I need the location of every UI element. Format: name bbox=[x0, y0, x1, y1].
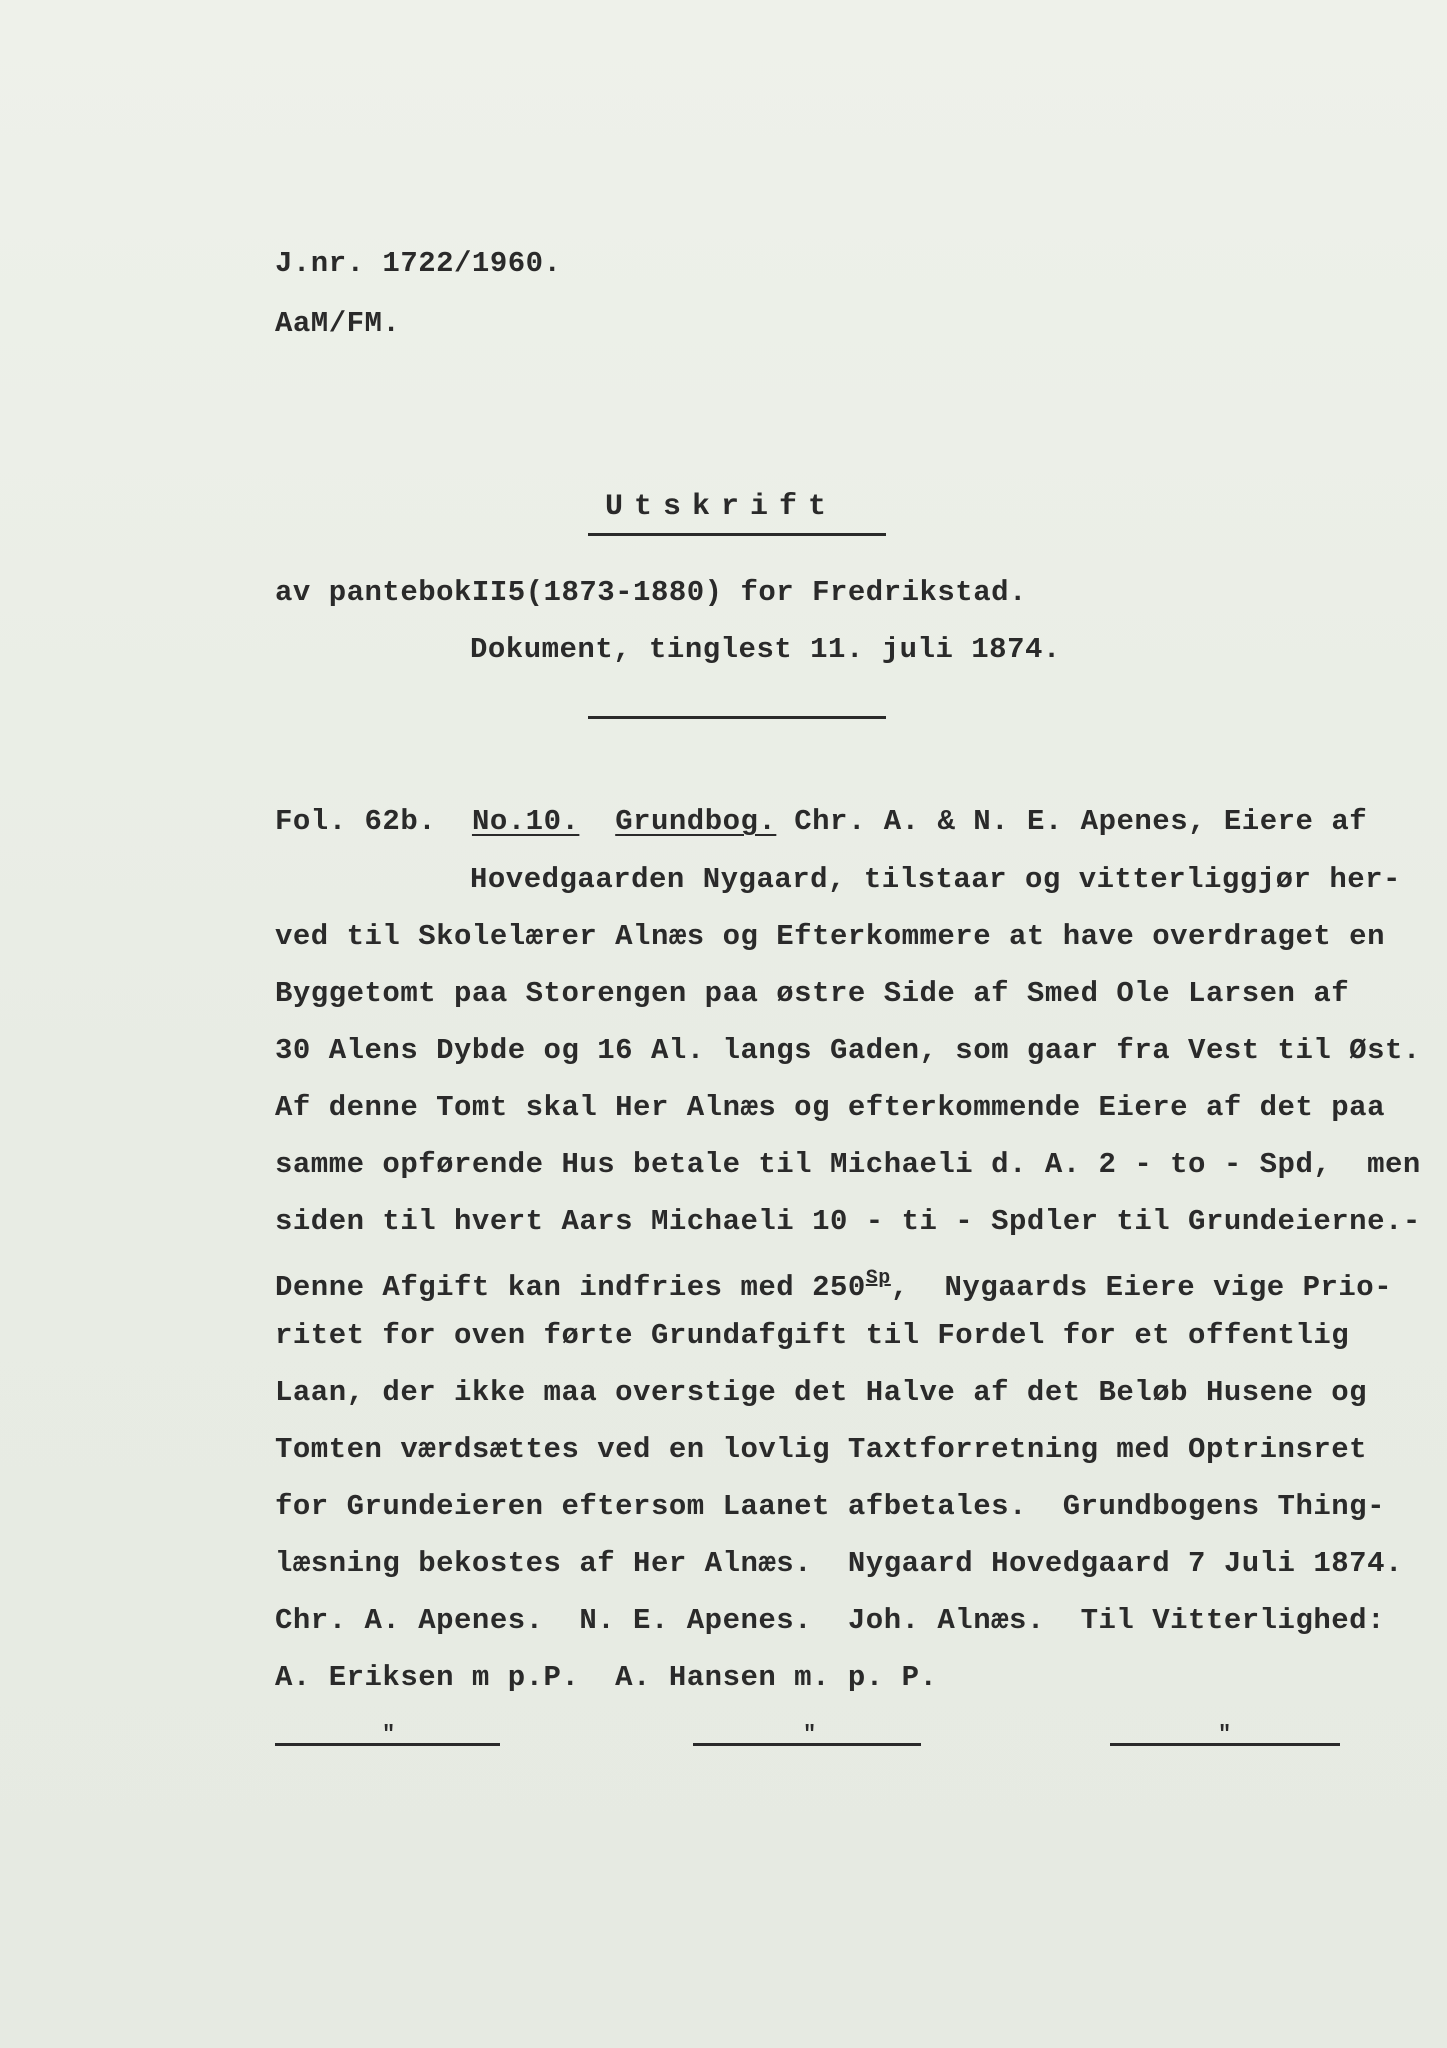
number-reference: No.10. bbox=[471, 805, 580, 838]
body-line: ritet for oven førte Grundafgift til Fordel for et offentlig bbox=[275, 1319, 1350, 1352]
body-line: siden til hvert Aars Michaeli 10 - ti - Spdler til Grundeierne.- bbox=[275, 1205, 1421, 1238]
ditto-mark-2: " bbox=[803, 1722, 817, 1747]
afgift-text-rest: , Nygaards Eiere vige Prio- bbox=[890, 1271, 1393, 1304]
ditto-mark-3: " bbox=[1218, 1722, 1232, 1747]
section-divider bbox=[588, 716, 886, 719]
body-line: Hovedgaarden Nygaard, tilstaar og vitterliggjør her- bbox=[470, 863, 1401, 896]
body-line-afgift bbox=[275, 1261, 1392, 1306]
body-line: læsning bekostes af Her Alnæs. Nygaard Hovedgaard 7 Juli 1874. bbox=[275, 1547, 1403, 1580]
body-line: ved til Skolelærer Alnæs og Efterkommere at have overdraget en bbox=[275, 920, 1385, 953]
body-line: Tomten værdsættes ved en lovlig Taxtforretning med Optrinsret bbox=[275, 1433, 1368, 1466]
body-line: 30 Alens Dybde og 16 Al. langs Gaden, som gaar fra Vest til Øst. bbox=[275, 1034, 1421, 1067]
journal-number: J.nr. 1722/1960. bbox=[275, 247, 562, 280]
document-title: Utskrift bbox=[605, 490, 838, 524]
body-line: Byggetomt paa Storengen paa østre Side af Smed Ole Larsen af bbox=[275, 977, 1350, 1010]
folio-reference: Fol. 62b. bbox=[275, 805, 437, 838]
subtitle-line-1: av pantebokII5(1873-1880) for Fredrikstad. bbox=[275, 576, 1027, 609]
afgift-text: Denne Afgift kan indfries med 250 bbox=[275, 1271, 866, 1304]
body-line-first-rest: Chr. A. & N. E. Apenes, Eiere af bbox=[776, 805, 1368, 838]
body-line: A. Eriksen m p.P. A. Hansen m. p. P. bbox=[275, 1661, 938, 1694]
body-line: Laan, der ikke maa overstige det Halve af det Beløb Husene og bbox=[275, 1376, 1368, 1409]
speciedaler-superscript: Sp bbox=[865, 1267, 891, 1290]
initials: AaM/FM. bbox=[275, 307, 401, 340]
title-underline bbox=[588, 533, 886, 536]
body-line: Af denne Tomt skal Her Alnæs og efterkommende Eiere af det paa bbox=[275, 1091, 1385, 1124]
ditto-mark-1: " bbox=[382, 1722, 396, 1747]
subtitle-line-2: Dokument, tinglest 11. juli 1874. bbox=[470, 633, 1061, 666]
body-line: for Grundeieren eftersom Laanet afbetales. Grundbogens Thing- bbox=[275, 1490, 1385, 1523]
body-line-first bbox=[275, 804, 1367, 840]
grundbog-reference: Grundbog. bbox=[615, 805, 777, 838]
body-line: samme opførende Hus betale til Michaeli d. A. 2 - to - Spd, men bbox=[275, 1148, 1421, 1181]
body-line: Chr. A. Apenes. N. E. Apenes. Joh. Alnæs. Til Vitterlighed: bbox=[275, 1604, 1385, 1637]
